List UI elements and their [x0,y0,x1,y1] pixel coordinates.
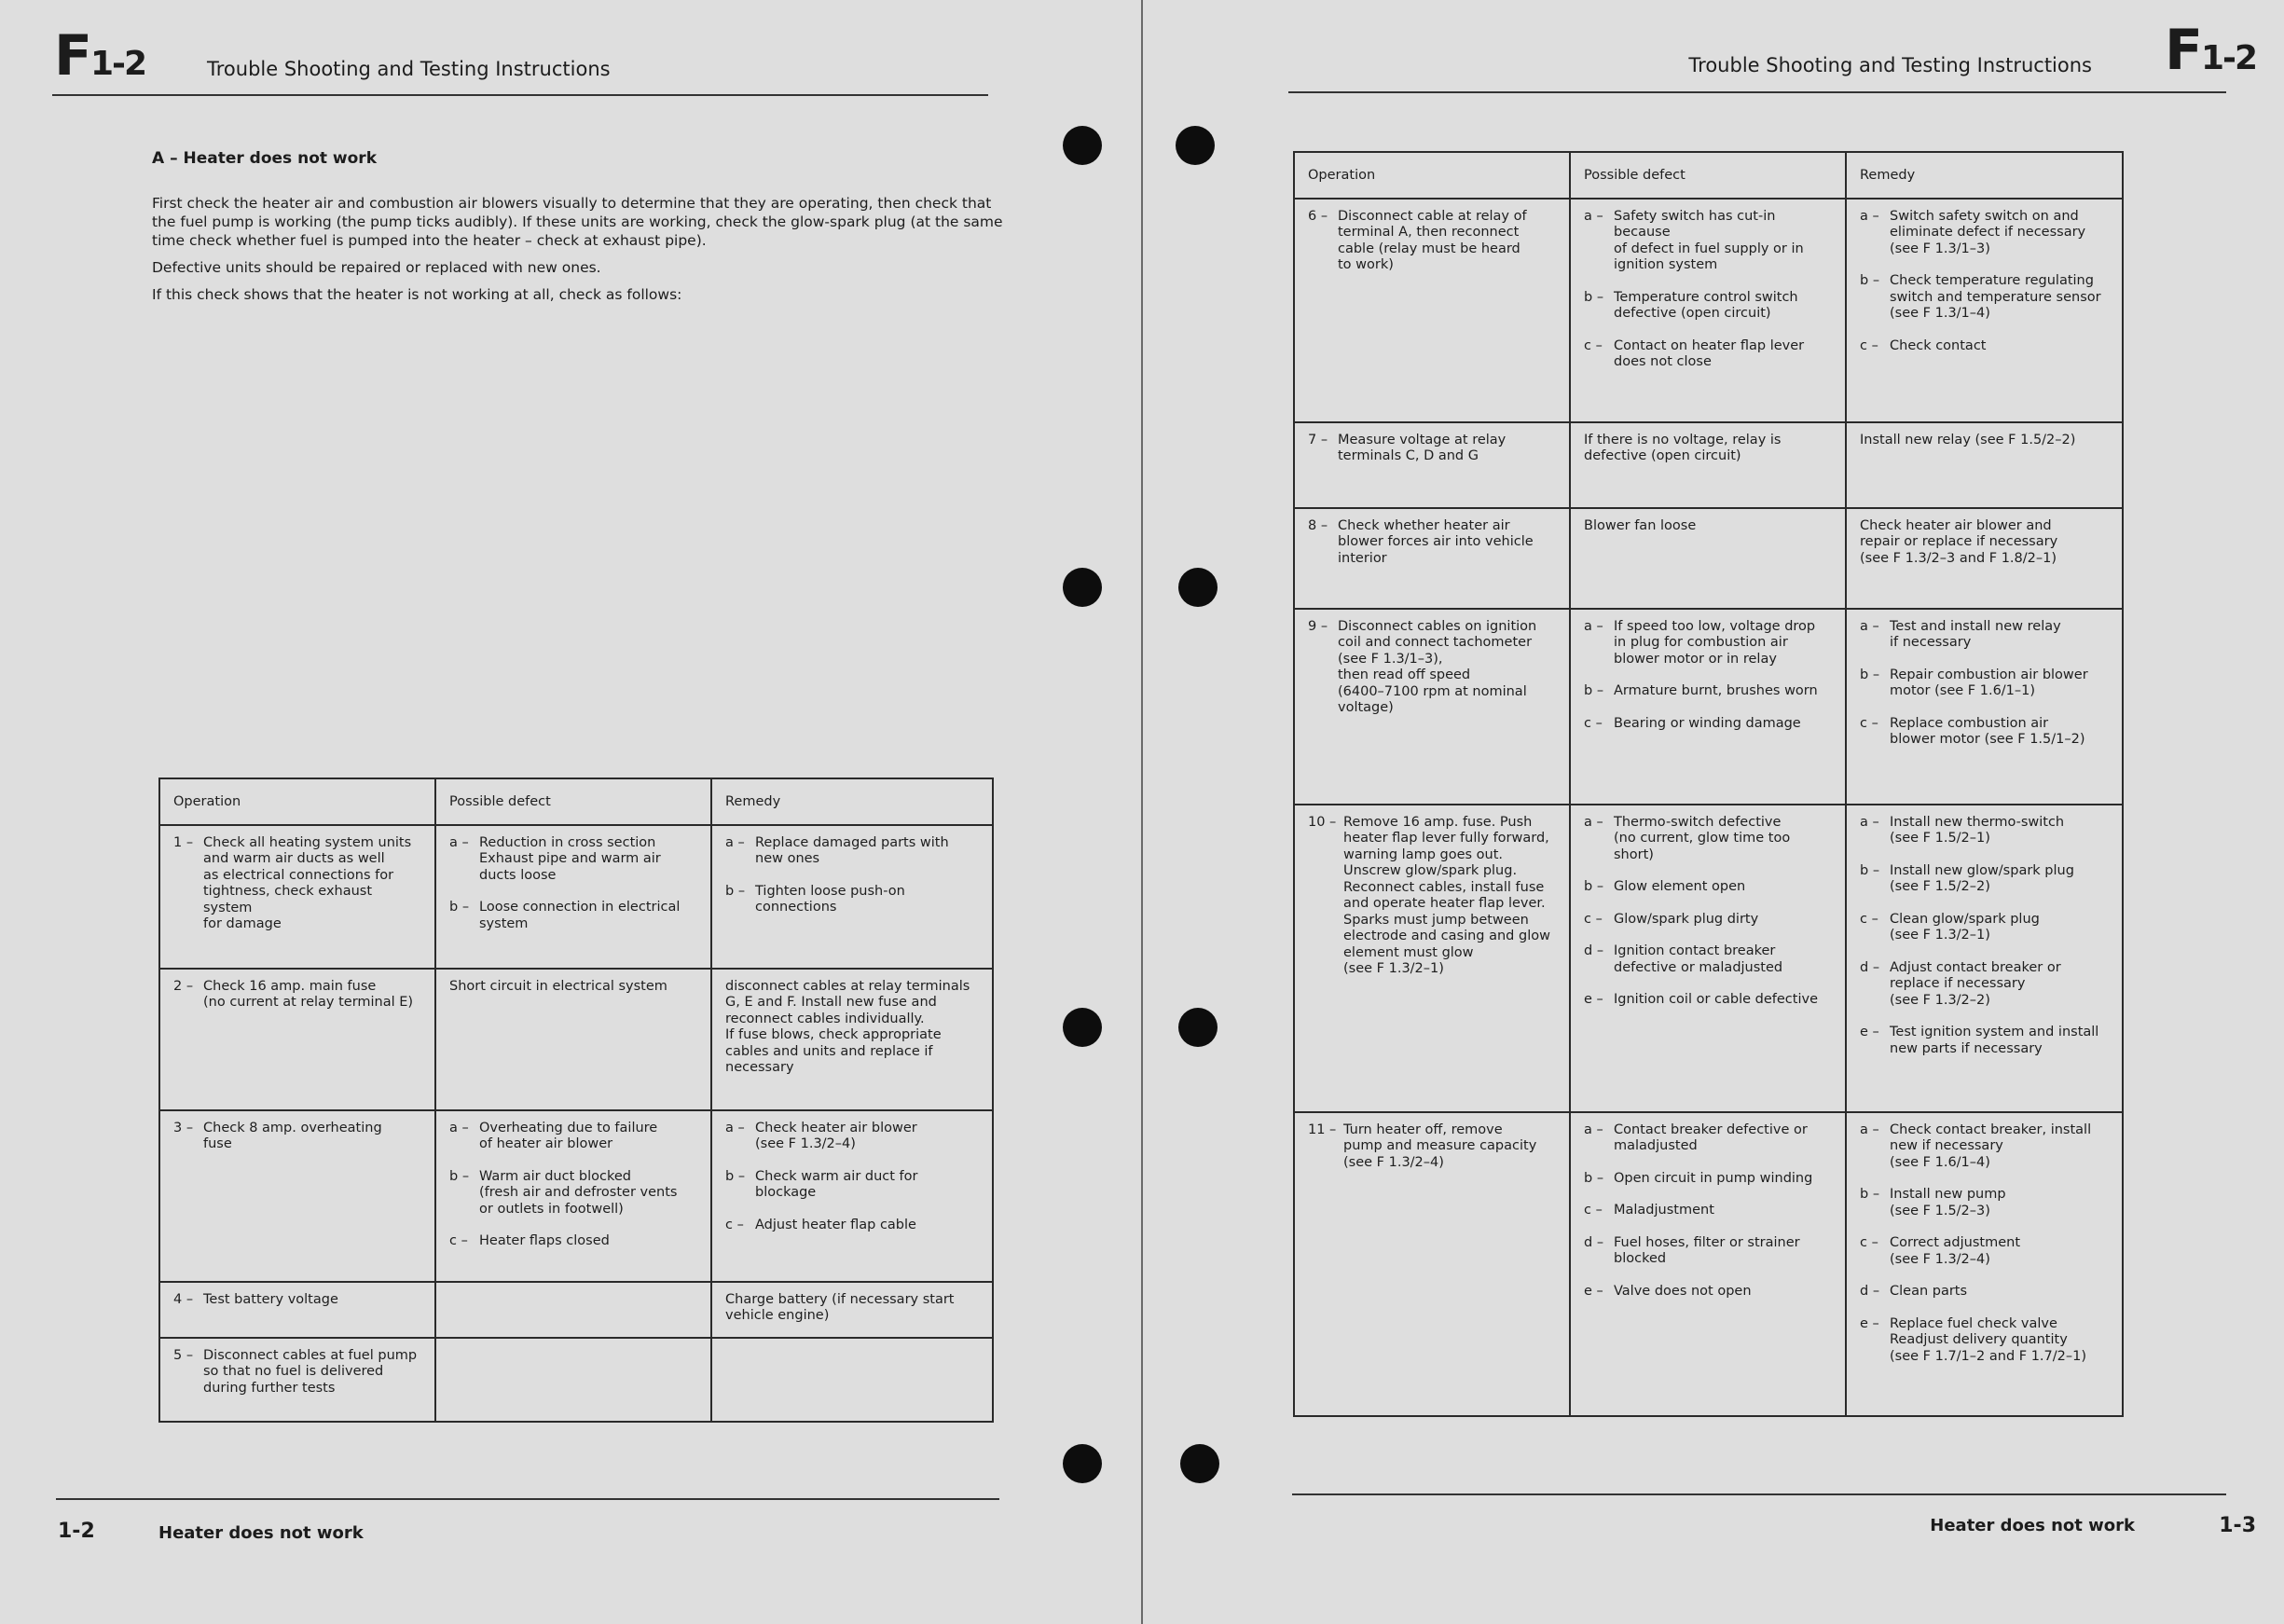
item-text: Check contact [1890,337,1987,353]
remedy-text: Check heater air blower and repair or replace if necessary (see F 1.3/2–3 and F 1.8/2–1) [1860,517,2058,566]
step-text: Check 8 amp. overheating fuse [203,1120,382,1151]
defect-cell [1570,1112,1846,1416]
remedy-item [725,835,981,868]
item-letter: b – [1860,667,1880,682]
item-text: Thermo-switch defective (no current, glow time too short) [1614,814,1791,862]
header-possible-defect: Possible defect [435,778,711,825]
table-row [1294,609,2123,805]
operation-cell [159,1110,435,1282]
item-text: Warm air duct blocked (fresh air and defroster vents or outlets in footwell) [479,1168,678,1217]
remedy-item [725,1169,981,1202]
defect-text: Short circuit in electrical system [449,978,667,994]
punch-hole [1176,126,1215,165]
intro-paragraph: First check the heater air and combustion air blowers visually to determine that they are operating, then check that the fuel pump is working (the pump ticks audibly). If these units are working, check the glow-spark plug (at the same time check whether fuel is pumped into the heater – check at exhaust pipe). [152,195,1003,249]
punch-hole [1178,568,1218,607]
defect-item [1584,290,1834,323]
remedy-item [1860,960,2111,1010]
step-number: 2 – [173,978,194,994]
defect-item [449,835,699,885]
remedy-item [1860,716,2111,749]
step-number: 10 – [1308,814,1337,830]
defect-item [1584,716,1834,733]
table-row [1294,1112,2123,1416]
header-title: Trouble Shooting and Testing Instructions [1688,54,2092,76]
remedy-cell [711,825,993,969]
intro-text [152,149,1010,312]
defect-item [1584,912,1834,929]
item-letter: e – [1860,1315,1879,1331]
item-text: Ignition contact breaker defective or maladjusted [1614,943,1783,975]
step-text: Check whether heater air blower forces air into vehicle interior [1338,517,1534,566]
page-number: 1-2 [58,1520,95,1543]
item-letter: a – [1860,1122,1879,1137]
item-letter: a – [1584,1122,1603,1137]
item-text: Clean glow/spark plug (see F 1.3/2–1) [1890,911,2040,943]
operation-cell [1294,1112,1570,1416]
defect-item [1584,815,1834,864]
defect-cell [1570,199,1846,422]
item-text: Check temperature regulating switch and temperature sensor (see F 1.3/1–4) [1890,273,2101,321]
item-text: Install new thermo-switch (see F 1.5/2–1) [1890,814,2065,846]
item-letter: b – [725,883,746,899]
step-number: 7 – [1308,432,1328,447]
remedy-item [1860,1284,2111,1301]
step-number: 8 – [1308,517,1328,533]
defect-cell [435,1282,711,1338]
intro-paragraph: If this check shows that the heater is not working at all, check as follows: [152,286,682,303]
item-text: Adjust heater flap cable [755,1217,916,1232]
item-letter: c – [449,1233,468,1248]
item-text: Valve does not open [1614,1283,1752,1299]
table-row [1294,199,2123,422]
step-text: Turn heater off, remove pump and measure capacity (see F 1.3/2–4) [1343,1122,1537,1170]
item-letter: c – [1584,715,1603,731]
item-letter: b – [449,900,470,915]
right-page [1143,0,2284,1624]
section-title: A – Heater does not work [152,149,377,168]
item-letter: e – [1584,1283,1603,1299]
remedy-item [1860,863,2111,896]
remedy-item [1860,338,2111,355]
remedy-cell [711,1282,993,1338]
operation-cell [1294,422,1570,508]
item-letter: a – [449,834,469,850]
item-text: Heater flaps closed [479,1233,610,1248]
punch-hole [1063,1444,1102,1483]
operation-cell [1294,508,1570,609]
remedy-item [1860,1187,2111,1219]
table-row [1294,422,2123,508]
trouble-table-left [158,778,994,1423]
operation-step [173,1292,423,1309]
footer-title: Heater does not work [1930,1516,2135,1535]
item-text: Replace fuel check valve Readjust delivery quantity (see F 1.7/1–2 and F 1.7/2–1) [1890,1315,2087,1364]
defect-cell [435,825,711,969]
footer-rule [56,1498,999,1500]
item-letter: c – [1860,911,1878,927]
remedy-cell [1846,805,2123,1112]
item-letter: a – [725,834,745,850]
header-operation: Operation [159,778,435,825]
step-text: Check all heating system units and warm air ducts as well as electrical connections for tightness, check exhaust system for damage [203,834,412,931]
punch-hole [1180,1444,1219,1483]
header-rule [1288,91,2226,93]
defect-item [1584,1284,1834,1301]
defect-item [449,1233,699,1250]
item-letter: d – [1860,959,1880,975]
remedy-item [1860,815,2111,847]
operation-step [173,979,423,1012]
item-text: Check warm air duct for blockage [755,1168,918,1200]
remedy-item [725,884,981,916]
remedy-item [1860,912,2111,944]
remedy-item [1860,273,2111,323]
punch-hole [1063,568,1102,607]
item-letter: a – [725,1120,745,1135]
item-letter: a – [1584,618,1603,634]
operation-step [1308,1122,1558,1172]
defect-cell [435,1338,711,1422]
table-row [159,825,993,969]
defect-item [449,1121,699,1153]
item-text: Reduction in cross section Exhaust pipe and warm air ducts loose [479,834,661,883]
remedy-cell [1846,422,2123,508]
item-letter: c – [1584,1203,1603,1218]
remedy-cell [1846,609,2123,805]
table-row [1294,805,2123,1112]
remedy-item [1860,1235,2111,1268]
table-header-row [159,778,993,825]
remedy-item [1860,1025,2111,1057]
remedy-item [1860,1122,2111,1172]
item-text: Replace damaged parts with new ones [755,834,949,866]
item-letter: b – [1860,862,1880,878]
item-text: Repair combustion air blower motor (see F 1.6/1–1) [1890,667,2088,698]
defect-cell [1570,422,1846,508]
item-text: Replace combustion air blower motor (see F 1.5/1–2) [1890,715,2085,747]
defect-item [1584,1235,1834,1268]
remedy-cell [1846,199,2123,422]
punch-hole [1063,1008,1102,1047]
defect-item [1584,879,1834,896]
item-letter: b – [725,1168,746,1184]
item-letter: a – [1860,618,1879,634]
step-number: 6 – [1308,208,1328,224]
operation-step [1308,815,1558,978]
operation-step [173,1348,423,1397]
page-number: 1-3 [2219,1514,2256,1537]
item-letter: b – [449,1168,470,1184]
remedy-item [725,1218,981,1234]
operation-cell [159,969,435,1110]
item-letter: c – [1860,1235,1878,1250]
item-text: Loose connection in electrical system [479,900,681,931]
item-text: Temperature control switch defective (open circuit) [1614,289,1798,321]
step-number: 11 – [1308,1122,1337,1137]
section-code: F1-2 [54,23,146,89]
item-text: Fuel hoses, filter or strainer blocked [1614,1234,1800,1266]
step-text: Disconnect cables on ignition coil and connect tachometer (see F 1.3/1–3), then read off speed (6400–7100 rpm at nominal voltage) [1338,618,1537,715]
trouble-table-right [1293,151,2124,1417]
step-text: Test battery voltage [203,1291,338,1307]
item-letter: d – [1584,943,1604,958]
remedy-item [725,1121,981,1153]
table-row [1294,508,2123,609]
step-text: Disconnect cable at relay of terminal A, then reconnect cable (relay must be heard to work) [1338,208,1527,272]
remedy-text: Install new relay (see F 1.5/2–2) [1860,432,2076,447]
item-text: Open circuit in pump winding [1614,1170,1813,1186]
item-letter: e – [1584,992,1603,1007]
intro-paragraph: Defective units should be repaired or replaced with new ones. [152,259,601,276]
remedy-cell [711,969,993,1110]
item-letter: b – [1584,879,1604,894]
punch-hole [1178,1008,1218,1047]
item-text: Glow element open [1614,879,1746,894]
step-number: 5 – [173,1347,194,1363]
header-remedy: Remedy [1846,152,2123,199]
item-letter: b – [1584,683,1604,698]
footer-rule [1292,1493,2226,1495]
item-letter: a – [1584,208,1603,224]
defect-item [1584,992,1834,1009]
item-letter: b – [1860,273,1880,288]
remedy-cell [711,1338,993,1422]
step-number: 3 – [173,1120,194,1135]
step-number: 9 – [1308,618,1328,634]
header-operation: Operation [1294,152,1570,199]
operation-step [1308,619,1558,717]
step-text: Disconnect cables at fuel pump so that no fuel is delivered during further tests [203,1347,418,1396]
defect-cell [435,1110,711,1282]
item-text: Contact on heater flap lever does not close [1614,337,1805,369]
item-letter: a – [1860,814,1879,830]
table-row [159,1338,993,1422]
operation-step [1308,209,1558,274]
step-text: Check 16 amp. main fuse (no current at relay terminal E) [203,978,414,1010]
defect-cell [1570,805,1846,1112]
operation-cell [159,1282,435,1338]
step-number: 1 – [173,834,194,850]
item-text: Check heater air blower (see F 1.3/2–4) [755,1120,917,1151]
header-rule [52,94,988,96]
header-remedy: Remedy [711,778,993,825]
punch-hole [1063,126,1102,165]
table-row [159,1110,993,1282]
header-title: Trouble Shooting and Testing Instructions [207,58,611,80]
item-text: Armature burnt, brushes worn [1614,683,1818,698]
defect-item [1584,209,1834,274]
defect-item [449,900,699,932]
operation-step [1308,433,1558,465]
remedy-item [1860,209,2111,258]
item-text: Overheating due to failure of heater air blower [479,1120,658,1151]
defect-item [1584,338,1834,371]
item-letter: a – [1584,814,1603,830]
item-letter: e – [1860,1025,1879,1039]
item-text: If speed too low, voltage drop in plug for combustion air blower motor or in relay [1614,618,1816,667]
item-text: Safety switch has cut-in because of defect in fuel supply or in ignition system [1614,208,1804,272]
item-letter: c – [1860,715,1878,731]
item-letter: a – [1860,208,1879,224]
item-letter: b – [1584,289,1604,305]
item-letter: c – [725,1217,744,1232]
item-text: Maladjustment [1614,1203,1714,1218]
remedy-item [1860,1316,2111,1366]
defect-item [1584,1122,1834,1155]
step-text: Measure voltage at relay terminals C, D and G [1338,432,1507,463]
operation-step [173,835,423,933]
item-text: Contact breaker defective or maladjusted [1614,1122,1808,1153]
table-row [159,1282,993,1338]
remedy-text: Charge battery (if necessary start vehicle engine) [725,1291,955,1323]
item-text: Check contact breaker, install new if necessary (see F 1.6/1–4) [1890,1122,2092,1170]
item-letter: b – [1584,1170,1604,1186]
defect-text: Blower fan loose [1584,517,1697,533]
item-text: Glow/spark plug dirty [1614,911,1759,927]
operation-cell [1294,199,1570,422]
item-letter: d – [1860,1284,1880,1299]
item-letter: c – [1860,337,1878,353]
remedy-text: disconnect cables at relay terminals G, E and F. Install new fuse and reconnect cables individually. If fuse blows, check appropriate cables and units and replace if necessary [725,978,970,1075]
operation-cell [159,1338,435,1422]
item-text: Correct adjustment (see F 1.3/2–4) [1890,1235,2021,1267]
item-text: Install new pump (see F 1.5/2–3) [1890,1187,2006,1218]
remedy-cell [1846,508,2123,609]
remedy-item [1860,619,2111,652]
item-text: Tighten loose push-on connections [755,883,905,915]
item-text: Test ignition system and install new parts if necessary [1890,1025,2099,1056]
table-row [159,969,993,1110]
defect-item [1584,1171,1834,1188]
section-code: F1-2 [2164,18,2256,83]
defect-item [1584,943,1834,976]
table-header-row [1294,152,2123,199]
defect-item [1584,683,1834,700]
defect-cell [435,969,711,1110]
item-text: Switch safety switch on and eliminate defect if necessary (see F 1.3/1–3) [1890,208,2086,256]
item-text: Ignition coil or cable defective [1614,992,1818,1007]
item-text: Install new glow/spark plug (see F 1.5/2–2) [1890,862,2074,894]
defect-cell [1570,609,1846,805]
defect-item [449,1169,699,1218]
item-letter: c – [1584,911,1603,927]
operation-step [173,1121,423,1153]
item-text: Adjust contact breaker or replace if necessary (see F 1.3/2–2) [1890,959,2061,1008]
remedy-item [1860,667,2111,700]
operation-cell [159,825,435,969]
remedy-cell [711,1110,993,1282]
defect-cell [1570,508,1846,609]
operation-cell [1294,805,1570,1112]
footer-title: Heater does not work [158,1523,364,1543]
operation-step [1308,518,1558,568]
step-number: 4 – [173,1291,194,1307]
item-letter: d – [1584,1234,1604,1250]
operation-cell [1294,609,1570,805]
step-text: Remove 16 amp. fuse. Push heater flap lever fully forward, warning lamp goes out. Unscrew glow/spark plug. Reconnect cables, install fuse and operate heater flap lever. Sparks must jump between electrode and casing and glow element must glow (see F 1.3/2–1) [1343,814,1550,976]
defect-text: If there is no voltage, relay is defective (open circuit) [1584,432,1782,463]
item-letter: c – [1584,337,1603,353]
defect-item [1584,619,1834,668]
remedy-cell [1846,1112,2123,1416]
item-letter: b – [1860,1187,1880,1202]
item-text: Test and install new relay if necessary [1890,618,2061,650]
item-text: Clean parts [1890,1284,1968,1299]
item-letter: a – [449,1120,469,1135]
defect-item [1584,1203,1834,1219]
item-text: Bearing or winding damage [1614,715,1801,731]
header-possible-defect: Possible defect [1570,152,1846,199]
